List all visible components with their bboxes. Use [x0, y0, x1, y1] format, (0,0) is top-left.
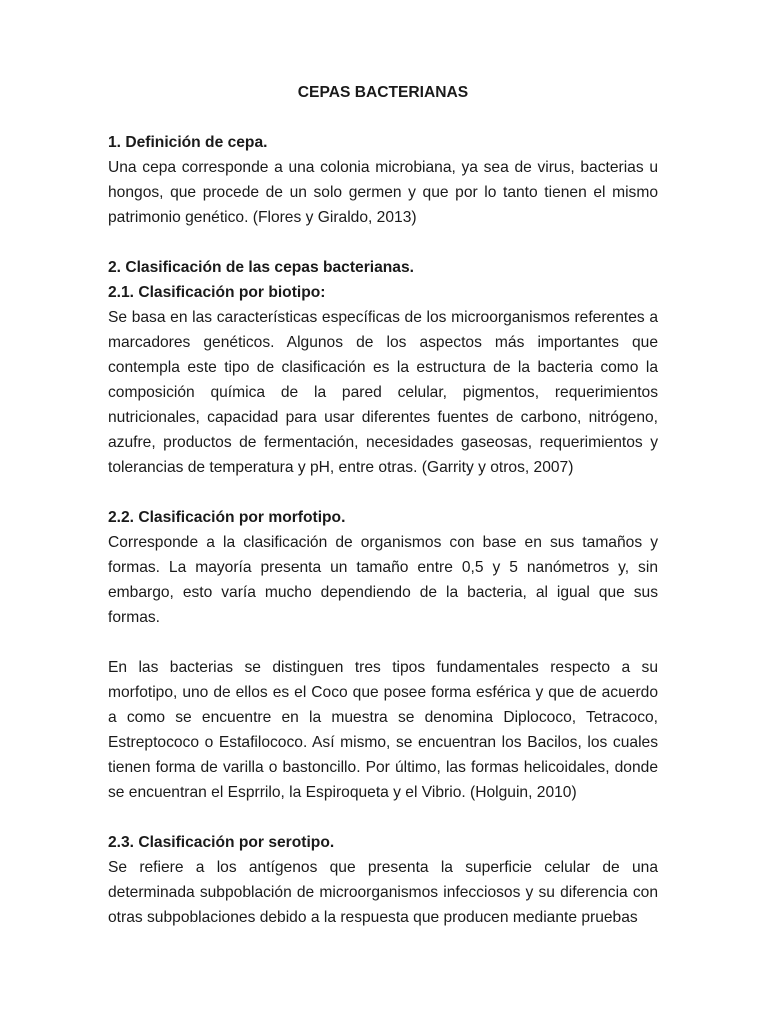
section-body-morfotipo-2: En las bacterias se distinguen tres tipos fundamentales respecto a su morfotipo, uno de ellos es el Coco que posee forma esférica y que de acuerdo a como se encuentre en la muestra se denomina Diplococo, Tetracoco, Estreptococo o Estafilococo. Así mismo, se encuentran los Bacilos, los cuales tienen forma de varilla o bastoncillo. Por último, las formas helicoidales, donde se encuentran el Esprrilo, la Espiroqueta y el Vibrio. (Holguin, 2010): [108, 659, 658, 801]
section-heading-clasificacion: 2. Clasificación de las cepas bacterianas.: [108, 259, 414, 276]
document-title: CEPAS BACTERIANAS: [297, 84, 469, 101]
paragraph-spacer: [108, 230, 658, 255]
paragraph-spacer: [108, 805, 658, 830]
section-heading-biotipo: 2.1. Clasificación por biotipo:: [108, 284, 326, 301]
section-body-morfotipo: Corresponde a la clasificación de organismos con base en sus tamaños y formas. La mayoría presenta un tamaño entre 0,5 y 5 nanómetros y, sin embargo, esto varía mucho dependiendo de la bacteria, al igual que sus formas.: [108, 534, 658, 626]
section-heading-morfotipo: 2.2. Clasificación por morfotipo.: [108, 509, 346, 526]
section-body-serotipo: Se refiere a los antígenos que presenta la superficie celular de una determinada subpoblación de microorganismos infecciosos y su diferencia con otras subpoblaciones debido a la respuesta que producen mediante pruebas: [108, 859, 658, 926]
section-body-definicion: Una cepa corresponde a una colonia microbiana, ya sea de virus, bacterias u hongos, que procede de un solo germen y que por lo tanto tienen el mismo patrimonio genético. (Flores y Giraldo, 2013): [108, 159, 658, 226]
section-body-biotipo: Se basa en las características específicas de los microorganismos referentes a marcadores genéticos. Algunos de los aspectos más importantes que contempla este tipo de clasificación es la estructura de la bacteria como la composición química de la pared celular, pigmentos, requerimientos nutricionales, capacidad para usar diferentes fuentes de carbono, nitrógeno, azufre, productos de fermentación, necesidades gaseosas, requerimientos y tolerancias de temperatura y pH, entre otras. (Garrity y otros, 2007): [108, 309, 658, 476]
paragraph-spacer: [108, 480, 658, 505]
document-page: [108, 80, 658, 930]
section-heading-serotipo: 2.3. Clasificación por serotipo.: [108, 834, 335, 851]
paragraph-spacer: [108, 630, 658, 655]
section-heading-definicion: 1. Definición de cepa.: [108, 134, 268, 151]
